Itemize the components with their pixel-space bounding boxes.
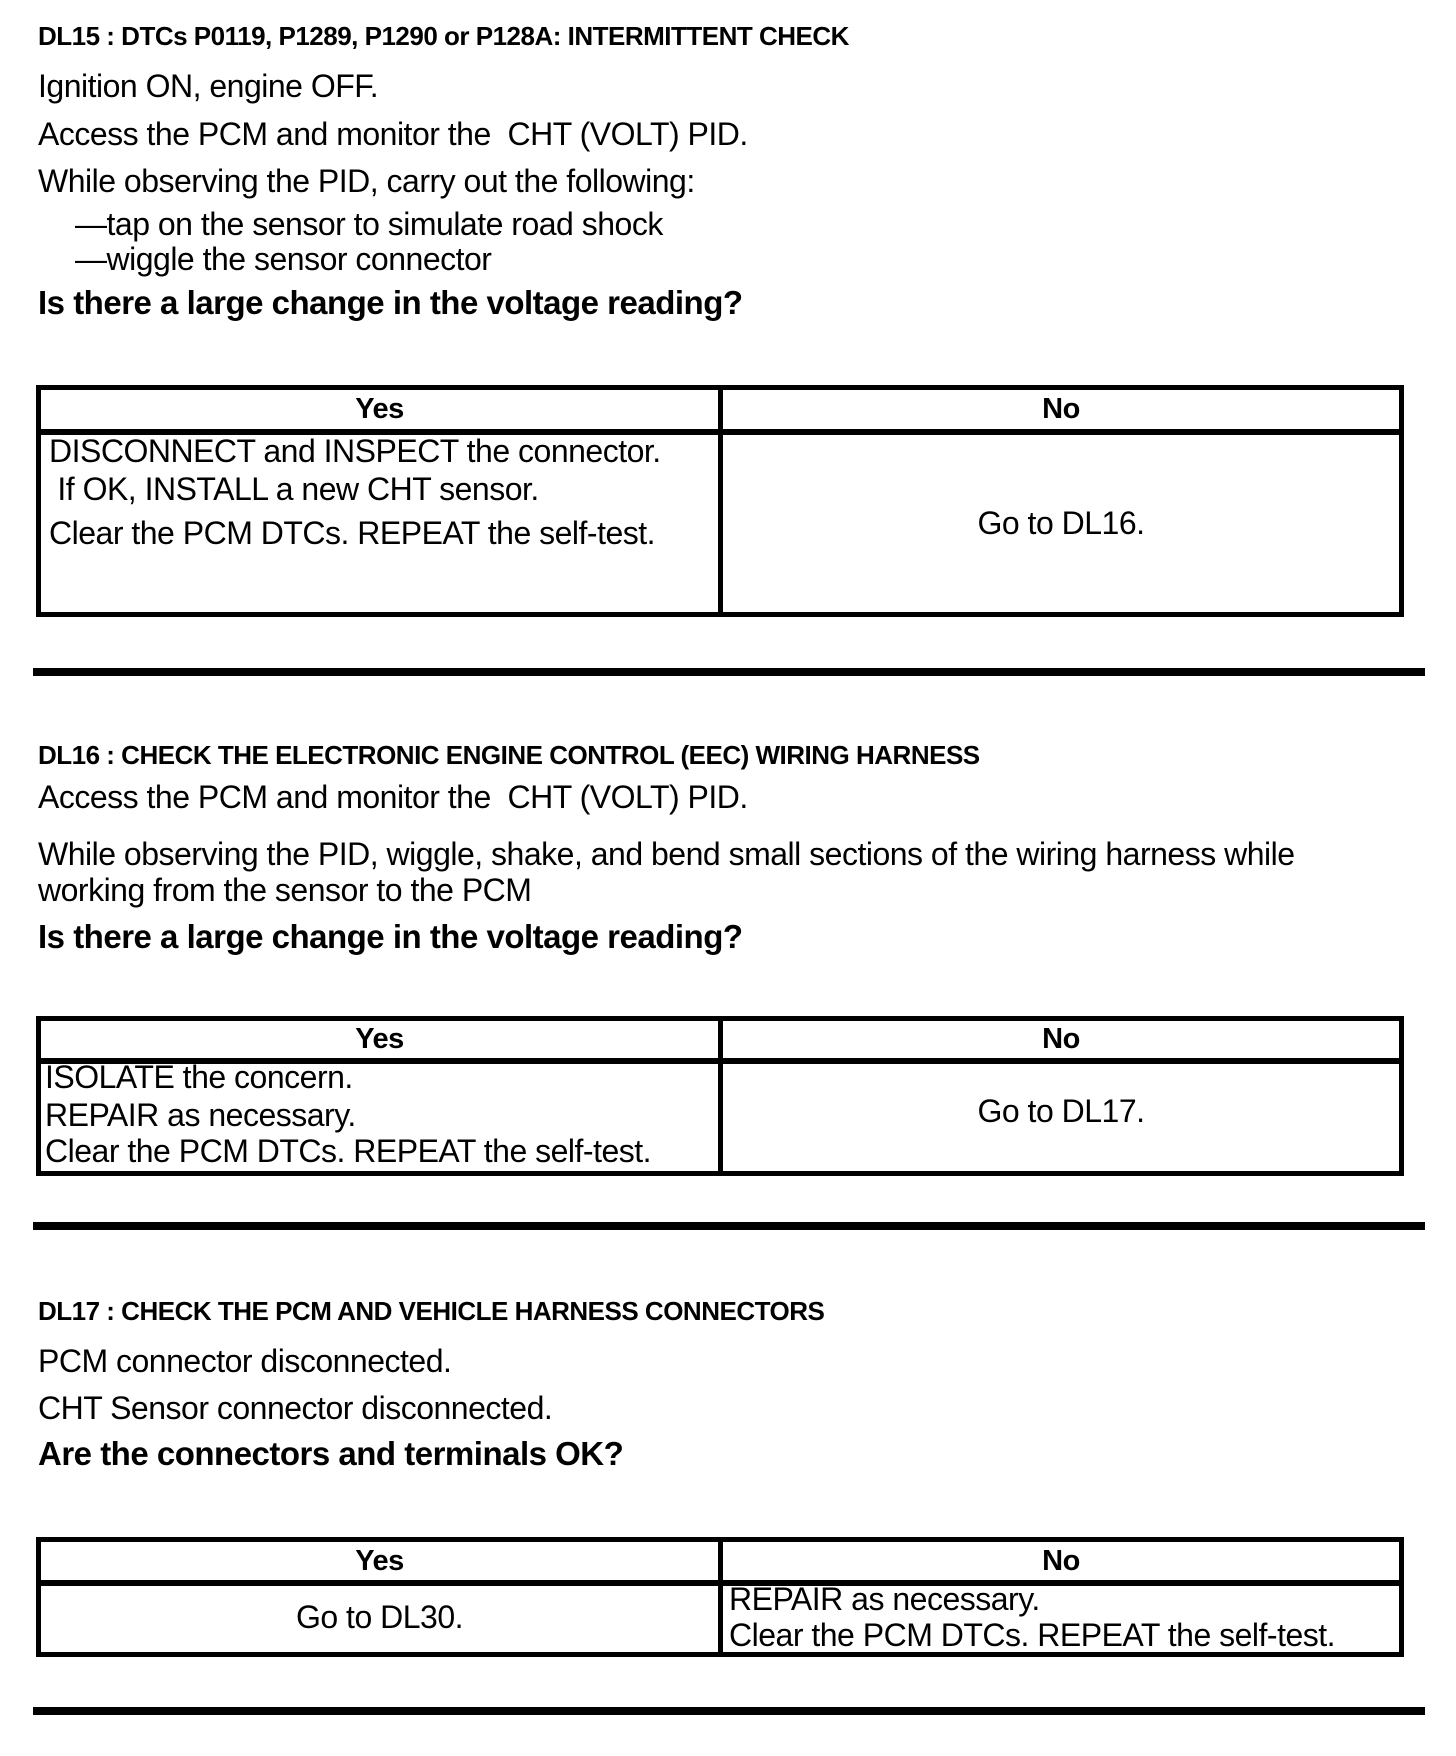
table-header-yes-cell: Yes bbox=[355, 393, 404, 425]
decision-question: Is there a large change in the voltage reading? bbox=[38, 918, 743, 955]
step-instruction-line: While observing the PID, carry out the following: bbox=[38, 163, 695, 199]
yes-action-line: ISOLATE the concern. bbox=[45, 1059, 353, 1095]
section-heading-dl15: DL15 : DTCs P0119, P1289, P1290 or P128A: INTERMITTENT CHECK bbox=[38, 21, 849, 51]
step-instruction-line: Access the PCM and monitor the CHT (VOLT) PID. bbox=[38, 779, 748, 815]
no-action-line: REPAIR as necessary. bbox=[729, 1581, 1040, 1617]
decision-table-dl16 bbox=[36, 1016, 1404, 1176]
step-instruction-line: Access the PCM and monitor the CHT (VOLT) PID. bbox=[38, 116, 748, 152]
no-action-line: Go to DL16. bbox=[977, 505, 1145, 541]
step-instruction-line: CHT Sensor connector disconnected. bbox=[38, 1390, 553, 1426]
table-header-yes-cell: Yes bbox=[355, 1023, 404, 1055]
step-substep-line: —tap on the sensor to simulate road shock bbox=[75, 206, 663, 242]
yes-action-line: Go to DL30. bbox=[295, 1599, 464, 1635]
section-divider bbox=[33, 668, 1425, 676]
table-header-yes-cell: Yes bbox=[355, 1544, 404, 1577]
no-action-line: Go to DL17. bbox=[977, 1093, 1145, 1129]
section-divider bbox=[33, 1222, 1425, 1230]
section-divider bbox=[33, 1707, 1425, 1715]
step-instruction-line: PCM connector disconnected. bbox=[38, 1343, 452, 1379]
table-header-rule bbox=[41, 1580, 1399, 1586]
step-instruction-line: While observing the PID, wiggle, shake, and bend small sections of the wiring harness while bbox=[38, 836, 1295, 872]
decision-table-dl15 bbox=[36, 385, 1404, 617]
yes-action-line: Clear the PCM DTCs. REPEAT the self-test. bbox=[49, 515, 656, 551]
table-header-no-cell: No bbox=[1042, 393, 1080, 425]
yes-action-line: DISCONNECT and INSPECT the connector. bbox=[49, 433, 661, 469]
decision-question: Is there a large change in the voltage reading? bbox=[38, 284, 743, 321]
decision-table-dl17 bbox=[36, 1537, 1404, 1657]
table-header-no-cell: No bbox=[1042, 1023, 1080, 1055]
decision-question: Are the connectors and terminals OK? bbox=[38, 1435, 624, 1472]
step-instruction-line: Ignition ON, engine OFF. bbox=[38, 68, 379, 104]
table-header-no-cell: No bbox=[1042, 1544, 1080, 1577]
step-instruction-line: working from the sensor to the PCM bbox=[38, 872, 532, 908]
yes-action-line: REPAIR as necessary. bbox=[45, 1097, 356, 1133]
no-action-line: Clear the PCM DTCs. REPEAT the self-test. bbox=[729, 1617, 1336, 1653]
section-heading-dl17: DL17 : CHECK THE PCM AND VEHICLE HARNESS CONNECTORS bbox=[38, 1296, 825, 1326]
step-substep-line: —wiggle the sensor connector bbox=[75, 241, 492, 277]
section-heading-dl16: DL16 : CHECK THE ELECTRONIC ENGINE CONTROL (EEC) WIRING HARNESS bbox=[38, 740, 980, 770]
yes-action-line: If OK, INSTALL a new CHT sensor. bbox=[49, 471, 539, 507]
yes-action-line: Clear the PCM DTCs. REPEAT the self-test. bbox=[45, 1133, 652, 1169]
